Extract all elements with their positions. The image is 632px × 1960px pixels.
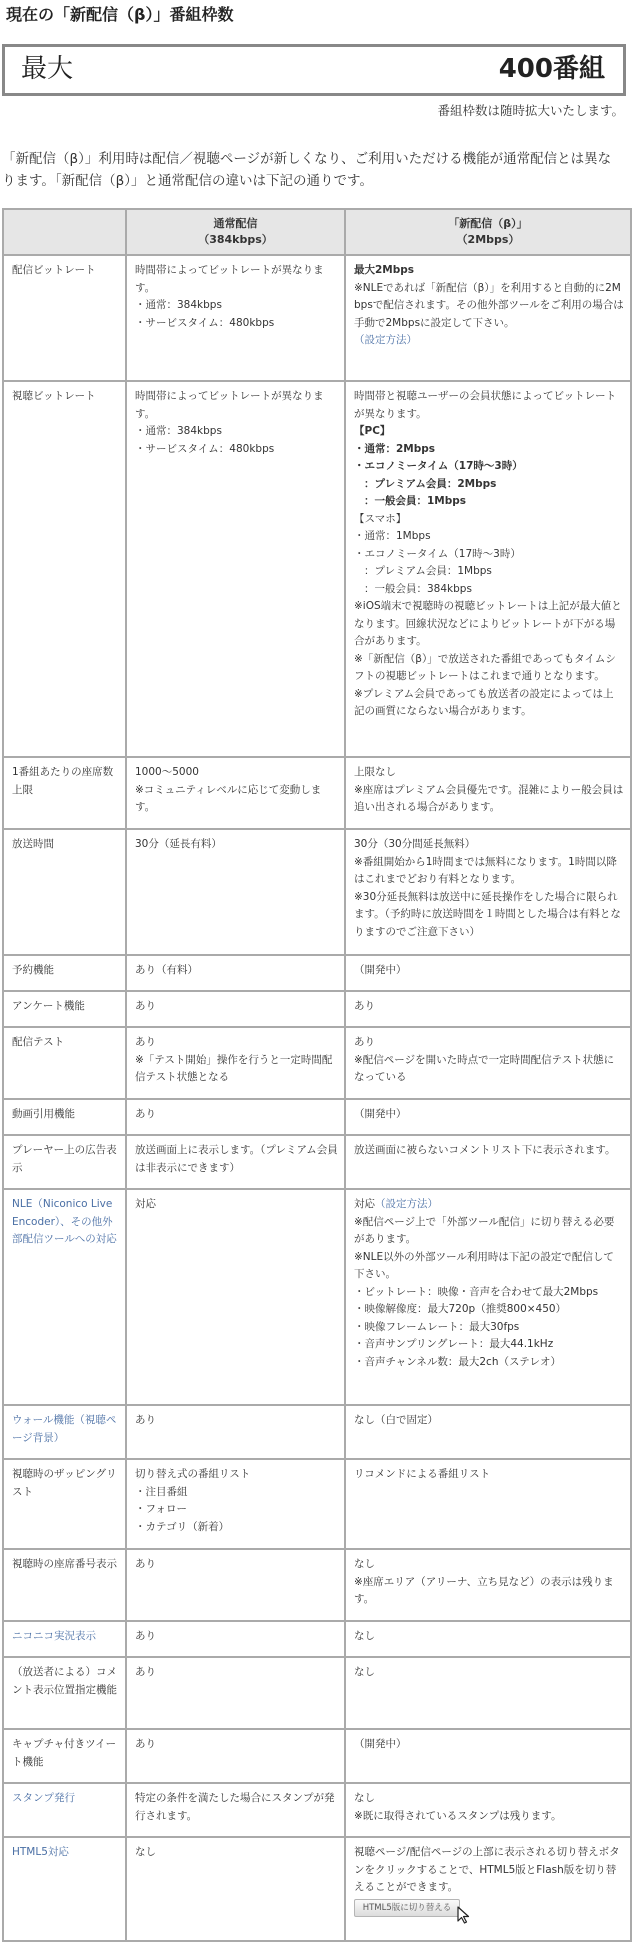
normal-cell: あり — [126, 1405, 345, 1459]
normal-cell — [126, 1027, 345, 1099]
table-row — [3, 1549, 631, 1621]
settings-link[interactable]: （設定方法） — [375, 1198, 438, 1210]
cell-line: ※NLEであれば「新配信（β）」を利用すると自動的に2Mbpsで配信されます。その他外部ツールをご利用の場合は手動で2Mbpsに設定して下さい。 — [354, 281, 624, 329]
new-cell: なし — [345, 1657, 631, 1729]
normal-cell — [126, 381, 345, 757]
page-title: 現在の「新配信（β）」番組枠数 — [6, 5, 234, 24]
cell-line: ：プレミアム会員：2Mbps — [364, 477, 497, 490]
settings-link[interactable]: （設定方法） — [354, 334, 417, 346]
new-cell: あり — [345, 991, 631, 1027]
cell-line: 時間帯と視聴ユーザーの会員状態によってビットレートが異なります。 — [354, 390, 617, 420]
slot-label: 最大 — [21, 54, 74, 84]
header-new-sub: （2Mbps） — [456, 233, 520, 246]
feature-cell: プレーヤー上の広告表示 — [3, 1135, 126, 1189]
cell-line: なし — [354, 1792, 375, 1804]
normal-cell: 特定の条件を満たした場合にスタンプが発行されます。 — [126, 1783, 345, 1837]
cell-line: ：プレミアム会員：1Mbps — [364, 565, 492, 577]
cell-line — [354, 1196, 624, 1214]
table-row — [3, 381, 631, 757]
normal-cell: あり — [126, 991, 345, 1027]
cell-line: ・エコノミータイム（17時〜3時） — [354, 460, 523, 472]
cell-line: ・映像フレームレート：最大30fps — [354, 1320, 520, 1333]
new-cell — [345, 1027, 631, 1099]
feature-cell — [3, 1621, 126, 1657]
new-cell: リコメンドによる番組リスト — [345, 1459, 631, 1549]
normal-cell: あり — [126, 1657, 345, 1729]
cell-line: 1000〜5000 — [135, 766, 199, 778]
header-new — [345, 209, 631, 255]
normal-cell: あり — [126, 1099, 345, 1135]
normal-cell: 放送画面上に表示します。（プレミアム会員は非表示にできます） — [126, 1135, 345, 1189]
normal-cell — [126, 757, 345, 829]
cell-line: ※「テスト開始」操作を行うと一定時間配信テスト状態となる — [135, 1053, 333, 1083]
table-row — [3, 1621, 631, 1657]
table-row — [3, 1459, 631, 1549]
cell-line: ※30分延長無料は放送中に延長操作をした場合に限られます。（予約時に放送時間を１時間とした場合は有料となりますのでご注意下さい） — [354, 890, 621, 938]
cell-line: ・注目番組 — [135, 1485, 188, 1498]
feature-cell — [3, 1405, 126, 1459]
slot-count-box — [2, 44, 626, 96]
cell-line: ・通常：384kbps — [135, 299, 222, 311]
table-row — [3, 1027, 631, 1099]
cell-line: ※座席エリア（アリーナ、立ち見など）の表示は残ります。 — [354, 1575, 614, 1605]
new-cell: なし（白で固定） — [345, 1405, 631, 1459]
cell-line: ：一般会員：1Mbps — [364, 495, 467, 507]
feature-cell: 予約機能 — [3, 955, 126, 991]
feature-cell: 配信ビットレート — [3, 255, 126, 381]
feature-cell: キャプチャ付きツイート機能 — [3, 1729, 126, 1783]
html5-switch-button-label: HTML5版に切り替える — [362, 1902, 452, 1913]
cell-line: 【スマホ】 — [354, 512, 407, 525]
new-cell — [345, 757, 631, 829]
cell-line: 切り替え式の番組リスト — [135, 1468, 251, 1480]
cell-line: ・カテゴリ（新着） — [135, 1520, 230, 1533]
cell-line: ・映像解像度：最大720p（推奨800×450） — [354, 1303, 567, 1315]
table-header-row — [3, 209, 631, 255]
normal-cell: 対応 — [126, 1189, 345, 1405]
feature-cell: 視聴ビットレート — [3, 381, 126, 757]
jikkyo-feature-link[interactable]: ニコニコ実況表示 — [12, 1630, 96, 1642]
normal-cell — [126, 255, 345, 381]
cell-line: 上限なし — [354, 766, 396, 778]
feature-cell: 動画引用機能 — [3, 1099, 126, 1135]
table-row — [3, 1135, 631, 1189]
feature-cell: 放送時間 — [3, 829, 126, 955]
feature-cell: 配信テスト — [3, 1027, 126, 1099]
cell-line: ※コミュニティレベルに応じて変動します。 — [135, 783, 322, 813]
normal-cell: 30分（延長有料） — [126, 829, 345, 955]
new-cell — [345, 1549, 631, 1621]
header-normal — [126, 209, 345, 255]
cell-line: ・サービスタイム：480kbps — [135, 442, 275, 455]
slot-note: 番組枠数は随時拡大いたします。 — [437, 103, 624, 118]
cell-line: ・ビットレート：映像・音声を合わせて最大2Mbps — [354, 1285, 599, 1298]
cell-line: ・通常：2Mbps — [354, 442, 436, 455]
cell-line: ※番組開始から1時間までは無料になります。1時間以降はこれまでどおり有料となります。 — [354, 855, 617, 885]
cell-line: あり — [354, 1036, 375, 1048]
new-cell: （開発中） — [345, 955, 631, 991]
cell-line: ※プレミアム会員であっても放送者の設定によっては上記の画質にならない場合があります。 — [354, 687, 614, 717]
cell-line: ・音声サンプリングレート：最大44.1kHz — [354, 1338, 554, 1350]
stamp-feature-link[interactable]: スタンプ発行 — [12, 1792, 75, 1804]
header-new-title: 「新配信（β）」 — [448, 217, 528, 230]
cell-line: 時間帯によってビットレートが異なります。 — [135, 264, 324, 294]
new-cell — [345, 1783, 631, 1837]
comparison-table — [2, 208, 632, 1942]
feature-cell: （放送者による）コメント表示位置指定機能 — [3, 1657, 126, 1729]
cell-line: ・サービスタイム：480kbps — [135, 316, 275, 329]
new-cell: （開発中） — [345, 1099, 631, 1135]
normal-cell: あり（有料） — [126, 955, 345, 991]
normal-cell: なし — [126, 1837, 345, 1941]
nle-feature-link[interactable]: NLE（Niconico Live Encoder）、その他外部配信ツールへの対応 — [12, 1198, 117, 1245]
mouse-pointer-icon — [457, 1906, 471, 1924]
new-cell — [345, 381, 631, 757]
cell-line: ・フォロー — [135, 1503, 187, 1515]
cell-line: 視聴ページ/配信ページの上部に表示される切り替えボタンをクリックすることで、HTML5版とFlash版を切り替えることができます。 — [354, 1846, 620, 1893]
cell-line: なし — [354, 1558, 375, 1570]
feature-cell: 視聴時のザッピングリスト — [3, 1459, 126, 1549]
normal-cell: あり — [126, 1549, 345, 1621]
cell-line: ・音声チャンネル数：最大2ch（ステレオ） — [354, 1355, 562, 1368]
table-row — [3, 829, 631, 955]
table-row — [3, 757, 631, 829]
table-row — [3, 1657, 631, 1729]
cell-line: ※NLE以外の外部ツール利用時は下記の設定で配信して下さい。 — [354, 1250, 614, 1280]
feature-cell — [3, 1783, 126, 1837]
wall-feature-link[interactable]: ウォール機能（視聴ページ背景） — [12, 1414, 117, 1444]
table-row — [3, 991, 631, 1027]
feature-cell: アンケート機能 — [3, 991, 126, 1027]
cell-line: 30分（30分間延長無料） — [354, 838, 476, 850]
cell-line: ・エコノミータイム（17時〜3時） — [354, 547, 521, 560]
table-row — [3, 1783, 631, 1837]
cell-line: ：一般会員：384kbps — [364, 582, 472, 595]
slot-value: 400番組 — [498, 54, 605, 84]
new-cell: （開発中） — [345, 1729, 631, 1783]
new-cell — [345, 1189, 631, 1405]
table-row — [3, 1837, 631, 1941]
cell-line: ※配信ページを開いた時点で一定時間配信テスト状態になっている — [354, 1053, 615, 1083]
feature-cell: 1番組あたりの座席数上限 — [3, 757, 126, 829]
table-row — [3, 955, 631, 991]
table-row — [3, 1189, 631, 1405]
feature-cell: 視聴時の座席番号表示 — [3, 1549, 126, 1621]
new-cell — [345, 829, 631, 955]
new-cell: 放送画面に被らないコメントリスト下に表示されます。 — [345, 1135, 631, 1189]
cell-line: 【PC】 — [354, 425, 391, 437]
cell-text: 対応 — [354, 1198, 375, 1210]
feature-cell — [3, 1837, 126, 1941]
cell-line: ※配信ページ上で「外部ツール配信」に切り替える必要があります。 — [354, 1215, 615, 1245]
table-row — [3, 1729, 631, 1783]
header-normal-sub: （384kbps） — [198, 233, 273, 246]
cell-line: あり — [135, 1036, 156, 1048]
intro-text: 「新配信（β）」利用時は配信／視聴ページが新しくなり、ご利用いただける機能が通常配信とは異なります。「新配信（β）」と通常配信の違いは下記の通りです。 — [2, 151, 612, 189]
cell-line: 時間帯によってビットレートが異なります。 — [135, 390, 324, 420]
cell-line: ※座席はプレミアム会員優先です。混雑によりー般会員は追い出される場合があります。 — [354, 783, 624, 813]
table-row — [3, 1405, 631, 1459]
new-cell: なし — [345, 1621, 631, 1657]
cell-line: ・通常：1Mbps — [354, 530, 431, 542]
cell-line: ・通常：384kbps — [135, 425, 222, 437]
header-blank — [3, 209, 126, 255]
cell-line: ※既に取得されているスタンプは残ります。 — [354, 1809, 562, 1822]
table-row — [3, 1099, 631, 1135]
normal-cell: あり — [126, 1729, 345, 1783]
cell-line: 最大2Mbps — [354, 264, 415, 276]
normal-cell: あり — [126, 1621, 345, 1657]
new-cell — [345, 255, 631, 381]
header-normal-title: 通常配信 — [213, 217, 258, 230]
normal-cell — [126, 1459, 345, 1549]
cell-line: ※iOS端末で視聴時の視聴ビットレートは上記が最大値となります。回線状況などによりビットレートが下がる場合があります。 — [354, 600, 622, 647]
new-cell — [345, 1837, 631, 1941]
cell-line: ※「新配信（β）」で放送された番組であってもタイムシフトの視聴ビットレートはこれまで通りとなります。 — [354, 652, 616, 682]
feature-cell — [3, 1189, 126, 1405]
table-row — [3, 255, 631, 381]
html5-feature-link[interactable]: HTML5対応 — [12, 1846, 69, 1858]
html5-switch-button[interactable] — [354, 1899, 460, 1917]
